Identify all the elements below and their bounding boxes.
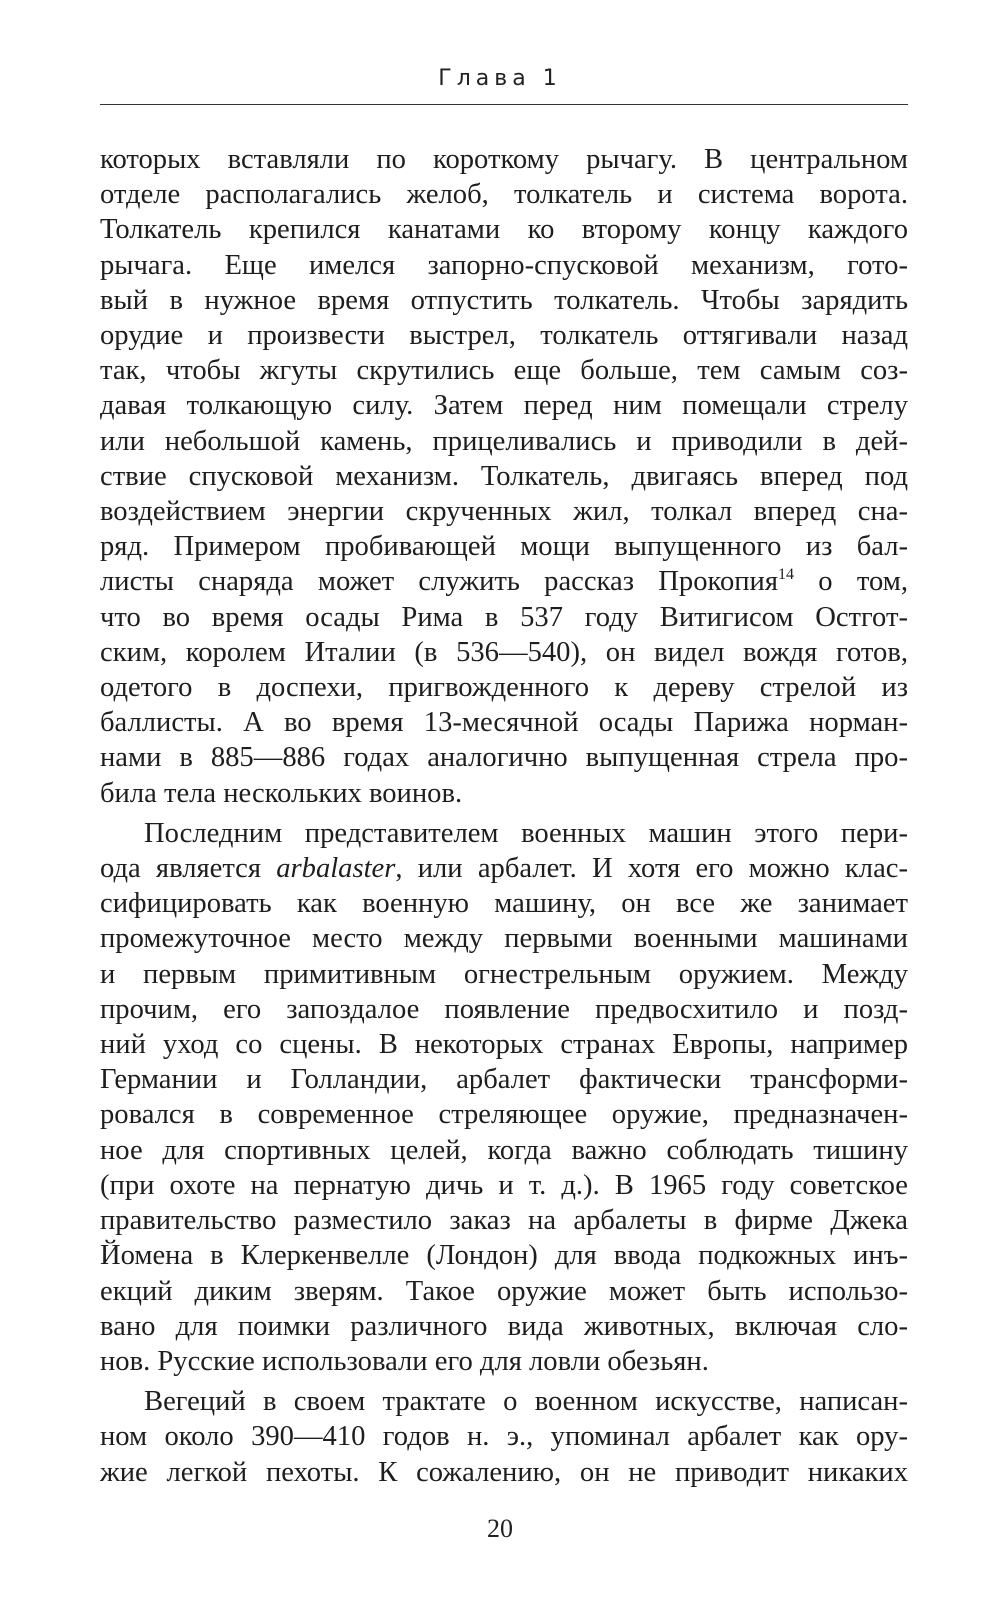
italic-term: arbalaster xyxy=(276,853,396,885)
text-segment: , или арбалет. И хотя его можно клас- xyxy=(395,853,908,885)
text-line: нами в 885—886 годах аналогично выпущенная стрела про- xyxy=(100,742,908,774)
footnote-marker[interactable]: 14 xyxy=(778,566,795,584)
text-line: жие легкой пехоты. К сожалению, он не приводит никаких xyxy=(100,1456,908,1488)
text-line: воздействием энергии скрученных жил, толкал вперед сна- xyxy=(100,496,908,528)
text-segment: листы снаряда может служить рассказ Прокопия xyxy=(100,566,779,598)
text-segment: ода является xyxy=(100,853,277,885)
text-line: баллисты. А во время 13-месячной осады Парижа норман- xyxy=(100,707,908,739)
text-line: промежуточное место между первыми военными машинами xyxy=(100,923,908,955)
text-line: прочим, его запоздалое появление предвосхитило и позд- xyxy=(100,993,908,1025)
text-line: вано для поимки различного вида животных, включая сло- xyxy=(100,1310,908,1342)
text-line: что во время осады Рима в 537 году Витигисом Остгот- xyxy=(100,601,908,633)
text-line: била тела нескольких воинов. xyxy=(100,777,463,809)
text-line: ским, королем Италии (в 536—540), он видел вождя готов, xyxy=(100,636,908,668)
text-line: рычага. Еще имелся запорно-спусковой механизм, гото- xyxy=(100,249,908,281)
text-line: которых вставляли по короткому рычагу. В центральном xyxy=(100,144,908,175)
text-line-with-italic xyxy=(100,851,908,886)
text-line: так, чтобы жгуты скрутились еще больше, тем самым соз- xyxy=(100,355,908,387)
text-line: и первым примитивным огнестрельным оружием. Между xyxy=(100,958,908,990)
text-line: екций диким зверям. Такое оружие может быть использо- xyxy=(100,1275,908,1307)
text-line: Вегеций в своем трактате о военном искусстве, написан- xyxy=(144,1386,908,1418)
text-line-with-footnote xyxy=(100,564,908,599)
text-line: Йомена в Клеркенвелле (Лондон) для ввода подкожных инъ- xyxy=(100,1240,908,1272)
text-line: ном около 390—410 годов н. э., упоминал арбалет как ору- xyxy=(100,1421,908,1453)
text-line: ствие спусковой механизм. Толкатель, двигаясь вперед под xyxy=(100,460,908,492)
text-line: правительство разместило заказ на арбалеты в фирме Джека xyxy=(100,1205,908,1237)
running-head: Глава 1 xyxy=(438,66,562,91)
header-rule xyxy=(100,104,908,105)
text-line: Последним представителем военных машин этого пери- xyxy=(144,817,908,849)
text-segment: о том, xyxy=(794,566,908,598)
body-text xyxy=(100,142,908,1490)
text-line: (при охоте на пернатую дичь и т. д.). В 1965 году советское xyxy=(100,1169,908,1201)
text-line: ряд. Примером пробивающей мощи выпущенного из бал- xyxy=(100,531,908,563)
text-line: или небольшой камень, прицеливались и приводили в дей- xyxy=(100,425,908,457)
text-line: отделе располагались желоб, толкатель и система ворота. xyxy=(100,179,908,211)
page-number: 20 xyxy=(487,1514,513,1543)
text-line: давая толкающую силу. Затем перед ним помещали стрелу xyxy=(100,390,908,422)
text-line: орудие и произвести выстрел, толкатель оттягивали назад xyxy=(100,320,908,352)
text-line: вый в нужное время отпустить толкатель. Чтобы зарядить xyxy=(100,284,908,316)
text-line: сифицировать как военную машину, он все же занимает xyxy=(100,888,908,920)
text-line: ний уход со сцены. В некоторых странах Европы, например xyxy=(100,1029,908,1061)
text-line: Германии и Голландии, арбалет фактически трансформи- xyxy=(100,1064,908,1096)
text-line: ровался в современное стреляющее оружие, предназначен- xyxy=(100,1099,908,1131)
text-line: одетого в доспехи, пригвожденного к дереву стрелой из xyxy=(100,672,908,704)
text-line: ное для спортивных целей, когда важно соблюдать тишину xyxy=(100,1134,908,1166)
text-line: Толкатель крепился канатами ко второму концу каждого xyxy=(100,214,908,246)
text-line: нов. Русские использовали его для ловли обезьян. xyxy=(100,1345,709,1377)
